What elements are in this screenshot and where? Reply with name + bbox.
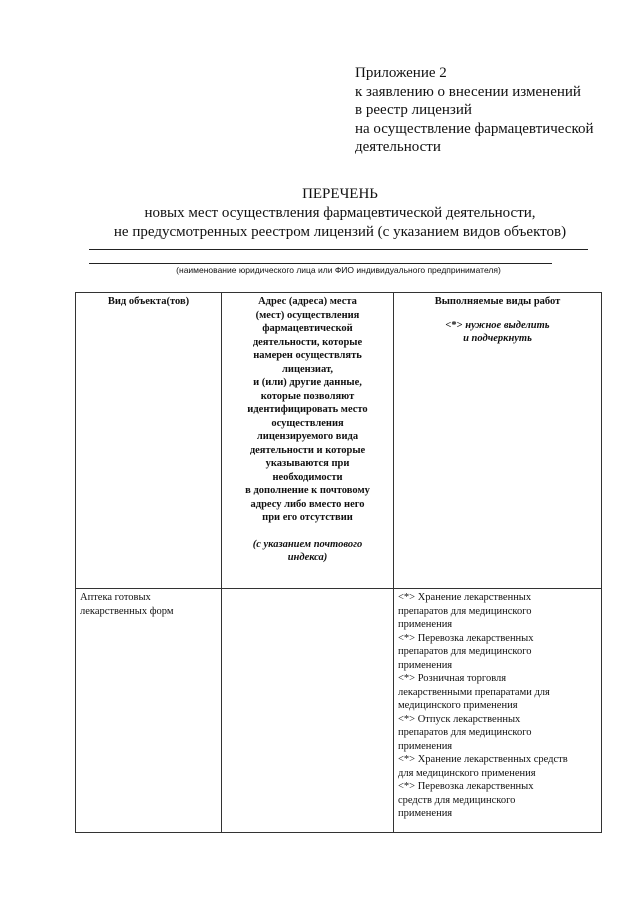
work-line: лекарственными препаратами для	[398, 686, 550, 698]
places-table	[75, 292, 602, 833]
header-works-label: Выполняемые виды работ	[434, 296, 561, 307]
header-address-line: и (или) другие данные,	[253, 377, 362, 388]
work-line: <*> Отпуск лекарственных	[398, 713, 521, 725]
header-address-line: осуществления	[271, 417, 344, 429]
work-line: для медицинского применения	[398, 767, 536, 779]
header-address	[222, 293, 394, 589]
appendix-note	[355, 64, 594, 157]
header-address-line: фармацевтической	[262, 323, 353, 334]
header-address-line: необходимости	[272, 471, 343, 483]
object-type-line: Аптека готовых	[80, 592, 151, 603]
work-line: препаратов для медицинского	[398, 727, 532, 738]
header-works	[394, 293, 602, 589]
header-address-line: которые позволяют	[260, 390, 355, 402]
address-cell	[222, 589, 394, 833]
work-line: <*> Розничная торговля	[398, 673, 507, 684]
header-address-line: при его отсутствии	[262, 512, 353, 523]
header-object-type	[76, 293, 222, 589]
header-works-note-line: нужное выделить	[465, 319, 550, 331]
header-address-line: адресу либо вместо него	[250, 498, 365, 510]
header-works-note-line: и подчеркнуть	[463, 333, 532, 344]
work-line: средств для медицинского	[398, 794, 516, 806]
appendix-line: к заявлению о внесении изменений	[355, 83, 581, 100]
header-address-line: намерен осуществлять	[253, 350, 362, 361]
header-works-note	[398, 319, 597, 333]
work-line: препаратов для медицинского	[398, 605, 532, 617]
work-line: <*> Хранение лекарственных средств	[398, 754, 568, 765]
work-line: <*> Перевозка лекарственных	[398, 632, 534, 644]
work-line: применения	[398, 619, 453, 630]
header-address-line: лицензируемого вида	[256, 431, 359, 442]
header-address-note: (с указанием почтового	[252, 538, 363, 550]
appendix-line: в реестр лицензий	[355, 102, 472, 118]
table-header-row	[76, 293, 602, 589]
object-type-cell	[76, 589, 222, 833]
header-object-type-label: Вид объекта(тов)	[107, 296, 190, 307]
object-type-line: лекарственных форм	[80, 605, 174, 617]
works-cell	[394, 589, 602, 833]
header-address-note: индекса)	[287, 552, 328, 563]
header-address-line: указываются при	[265, 458, 350, 469]
work-line: препаратов для медицинского	[398, 646, 532, 657]
appendix-line: деятельности	[355, 139, 441, 155]
header-address-line: деятельности, которые	[252, 336, 363, 348]
table-row	[76, 589, 602, 833]
header-address-line: в дополнение к почтовому	[245, 485, 370, 496]
work-item	[398, 672, 597, 713]
work-item	[398, 632, 597, 673]
header-address-line: (мест) осуществления	[255, 309, 360, 321]
footnote-marker: <*>	[445, 319, 463, 331]
header-address-line: идентифицировать место	[247, 404, 368, 415]
header-address-line: деятельности и которые	[249, 444, 366, 456]
work-item	[398, 591, 597, 632]
work-line: <*> Хранение лекарственных	[398, 592, 532, 603]
work-line: применения	[398, 808, 453, 819]
fill-in-line	[89, 249, 588, 250]
header-address-line: Адрес (адреса) места	[258, 296, 357, 307]
work-line: <*> Перевозка лекарственных	[398, 781, 534, 792]
header-address-line: лицензиат,	[282, 363, 333, 375]
work-line: применения	[398, 659, 453, 671]
work-item	[398, 753, 597, 780]
title-line-1: новых мест осуществления фармацевтической деятельности,	[144, 205, 536, 221]
fill-in-line	[89, 263, 552, 264]
appendix-line: на осуществление фармацевтической	[355, 120, 594, 137]
line-caption: (наименование юридического лица или ФИО индивидуального предпринимателя)	[176, 265, 501, 275]
work-item	[398, 780, 597, 821]
appendix-line: Приложение 2	[355, 65, 447, 81]
document-title	[80, 185, 600, 242]
work-item	[398, 713, 597, 754]
title-line-2: не предусмотренных реестром лицензий (с указанием видов объектов)	[113, 224, 567, 240]
title-heading: ПЕРЕЧЕНЬ	[302, 186, 378, 202]
work-line: применения	[398, 740, 453, 752]
work-line: медицинского применения	[398, 700, 518, 711]
